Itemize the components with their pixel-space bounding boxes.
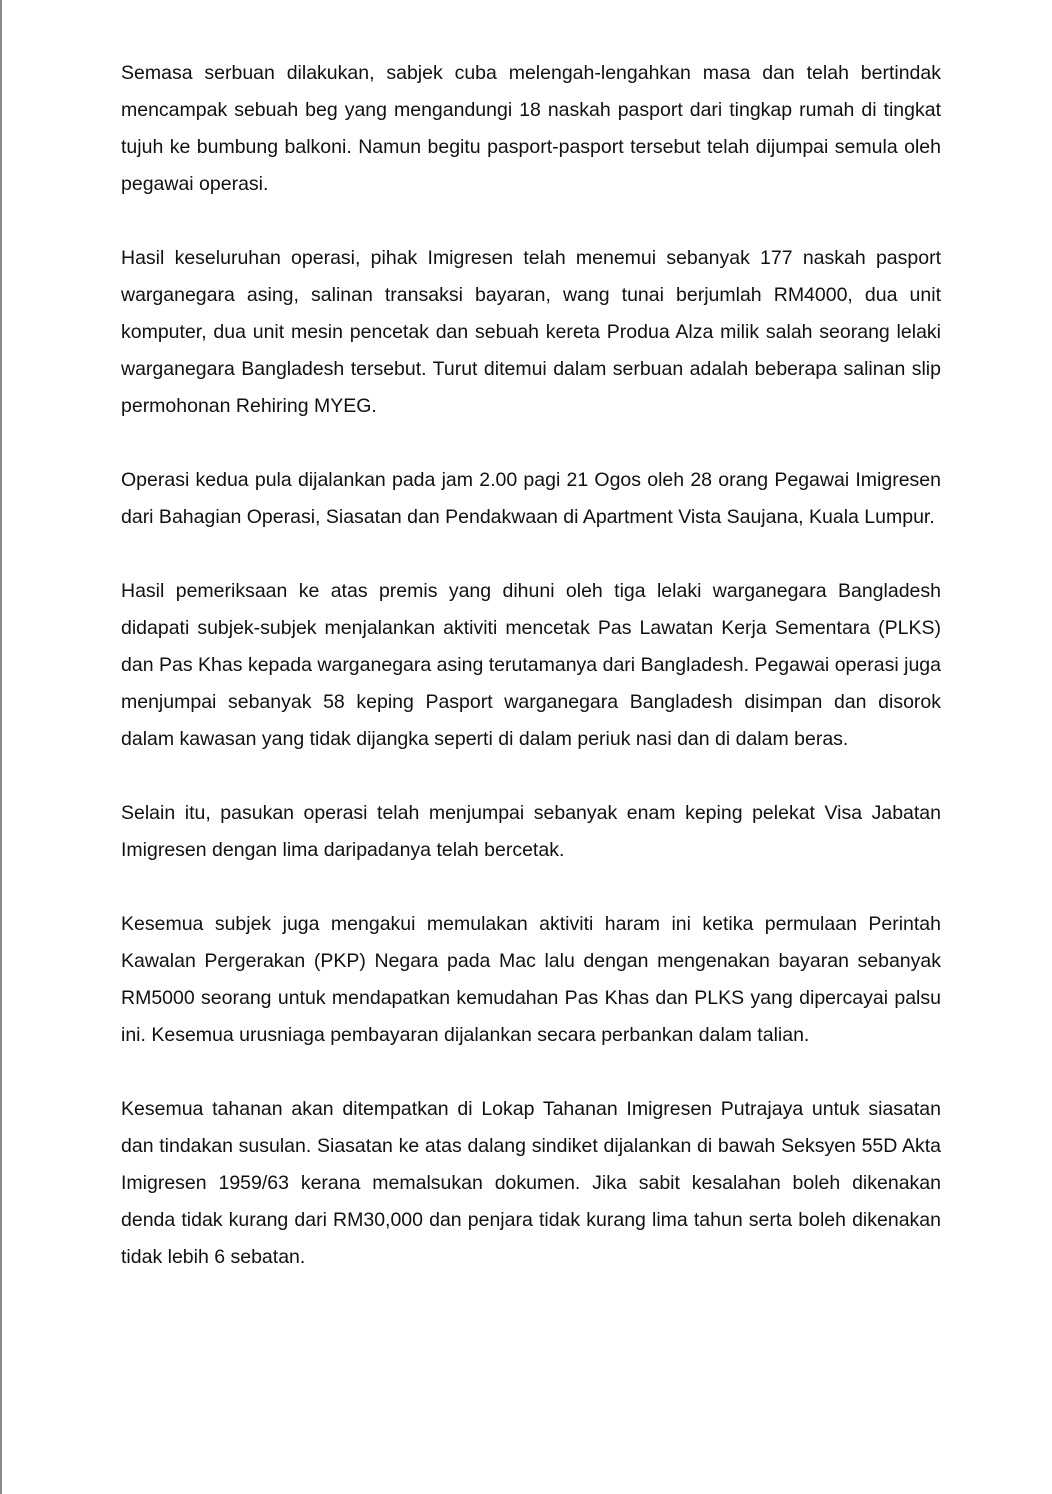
paragraph-premises-inspection: Hasil pemeriksaan ke atas premis yang dihuni oleh tiga lelaki warganegara Bangladesh didapati subjek-subjek menjalankan aktiviti mencetak Pas Lawatan Kerja Sementara (PLKS) dan Pas Khas kepada warganegara asing terutamanya dari Bangladesh. Pegawai operasi juga menjumpai sebanyak 58 keping Pasport warganegara Bangladesh disimpan dan disorok dalam kawasan yang tidak dijangka seperti di dalam periuk nasi dan di dalam beras. bbox=[121, 580, 941, 750]
paragraph-operation-findings: Hasil keseluruhan operasi, pihak Imigresen telah menemui sebanyak 177 naskah pasport warganegara asing, salinan transaksi bayaran, wang tunai berjumlah RM4000, dua unit komputer, dua unit mesin pencetak dan sebuah kereta Produa Alza milik salah seorang lelaki warganegara Bangladesh tersebut. Turut ditemui dalam serbuan adalah beberapa salinan slip permohonan Rehiring MYEG. bbox=[121, 247, 941, 417]
paragraph-raid-passports-thrown: Semasa serbuan dilakukan, sabjek cuba melengah-lengahkan masa dan telah bertindak mencampak sebuah beg yang mengandungi 18 naskah pasport dari tingkap rumah di tingkat tujuh ke bumbung balkoni. Namun begitu pasport-pasport tersebut telah dijumpai semula oleh pegawai operasi. bbox=[121, 62, 941, 195]
paragraph-detention-investigation: Kesemua tahanan akan ditempatkan di Lokap Tahanan Imigresen Putrajaya untuk siasatan dan tindakan susulan. Siasatan ke atas dalang sindiket dijalankan di bawah Seksyen 55D Akta Imigresen 1959/63 kerana memalsukan dokumen. Jika sabit kesalahan boleh dikenakan denda tidak kurang dari RM30,000 dan penjara tidak kurang lima tahun serta boleh dikenakan tidak lebih 6 sebatan. bbox=[121, 1098, 941, 1268]
document-body bbox=[121, 55, 941, 1313]
paragraph-subject-admission: Kesemua subjek juga mengakui memulakan aktiviti haram ini ketika permulaan Perintah Kawalan Pergerakan (PKP) Negara pada Mac lalu dengan mengenakan bayaran sebanyak RM5000 seorang untuk mendapatkan kemudahan Pas Khas dan PLKS yang dipercayai palsu ini. Kesemua urusniaga pembayaran dijalankan secara perbankan dalam talian. bbox=[121, 913, 941, 1046]
paragraph-visa-stickers: Selain itu, pasukan operasi telah menjumpai sebanyak enam keping pelekat Visa Jabatan Imigresen dengan lima daripadanya telah bercetak. bbox=[121, 802, 941, 861]
paragraph-second-operation: Operasi kedua pula dijalankan pada jam 2.00 pagi 21 Ogos oleh 28 orang Pegawai Imigresen dari Bahagian Operasi, Siasatan dan Pendakwaan di Apartment Vista Saujana, Kuala Lumpur. bbox=[121, 469, 941, 528]
